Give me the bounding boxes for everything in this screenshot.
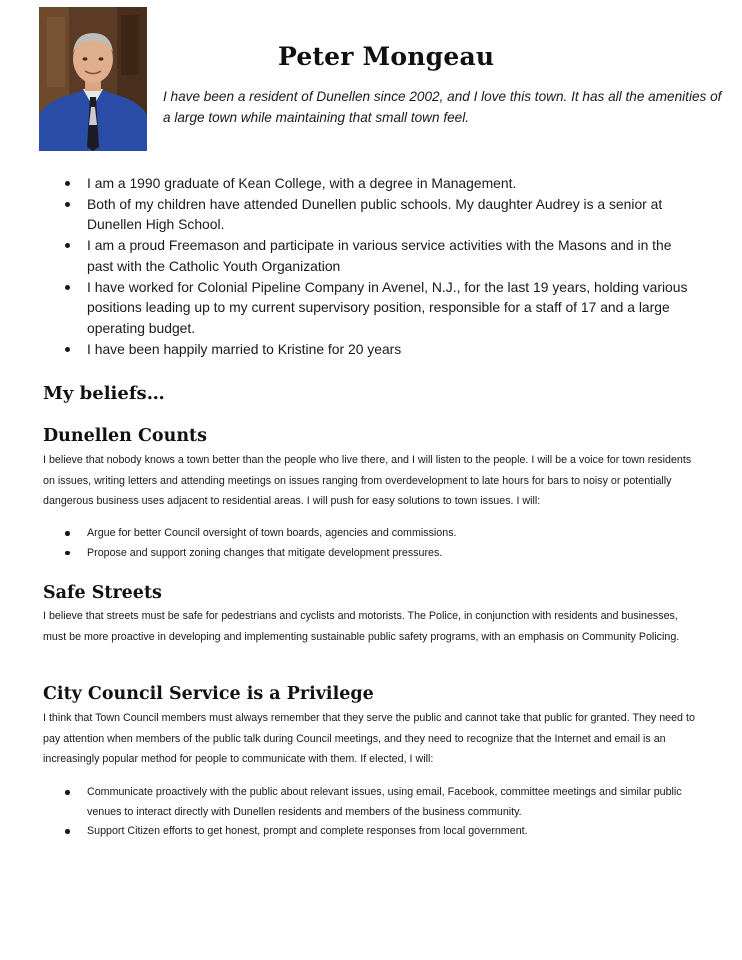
bio-list [87, 173, 697, 359]
council-service-list [87, 783, 697, 842]
section-title-council-service: City Council Service is a Privilege [43, 684, 374, 704]
section-body-safe-streets: I believe that streets must be safe for pedestrians and cyclists and motorists. The Police, in conjunction with residents and businesses, must be more proactive in developing and implementing sustainable public safety programs, with an emphasis on Community Policing. [43, 610, 680, 643]
portrait-image [39, 7, 147, 151]
list-item: I have worked for Colonial Pipeline Company in Avenel, N.J., for the last 19 years, holding various positions leading up to my current supervisory position, responsible for a staff of 17 and a large operating budget. [87, 277, 697, 339]
section-body-council-service: I think that Town Council members must always remember that they serve the public and cannot take that public for granted. They need to pay attention when members of the public talk during Council meetings, and they need to recognize that the Internet and email is an increasingly popular method for people to communicate with them. If elected, I will: [43, 712, 695, 765]
dunellen-counts-list [87, 524, 697, 563]
section-title-safe-streets: Safe Streets [43, 583, 162, 603]
list-item: I am a proud Freemason and participate in various service activities with the Masons and in the past with the Catholic Youth Organization [87, 235, 697, 276]
list-item: Propose and support zoning changes that mitigate development pressures. [87, 544, 697, 564]
beliefs-heading: My beliefs… [43, 383, 165, 404]
section-body-dunellen-counts: I believe that nobody knows a town better than the people who live there, and I will listen to the people. I will be a voice for town residents on issues, writing letters and attending meetings on issues ranging from overdevelopment to late hours for bars to noisy or potentially dangerous business uses adjacent to residential areas. I will push for easy solutions to town issues. I will: [43, 454, 692, 507]
list-item: Support Citizen efforts to get honest, prompt and complete responses from local government. [87, 822, 697, 842]
candidate-name: Peter Mongeau [278, 42, 495, 71]
list-item: Argue for better Council oversight of town boards, agencies and commissions. [87, 524, 697, 544]
list-item: Communicate proactively with the public about relevant issues, using email, Facebook, committee meetings and similar public venues to interact directly with Dunellen residents and members of the business community. [87, 783, 697, 822]
list-item: I have been happily married to Kristine for 20 years [87, 339, 697, 360]
candidate-photo [39, 7, 147, 151]
section-title-dunellen-counts: Dunellen Counts [43, 426, 207, 446]
intro-statement: I have been a resident of Dunellen since 2002, and I love this town. It has all the amenities of a large town while maintaining that small town feel. [163, 89, 722, 125]
list-item: Both of my children have attended Dunellen public schools. My daughter Audrey is a senior at Dunellen High School. [87, 194, 697, 235]
list-item: I am a 1990 graduate of Kean College, with a degree in Management. [87, 173, 697, 194]
